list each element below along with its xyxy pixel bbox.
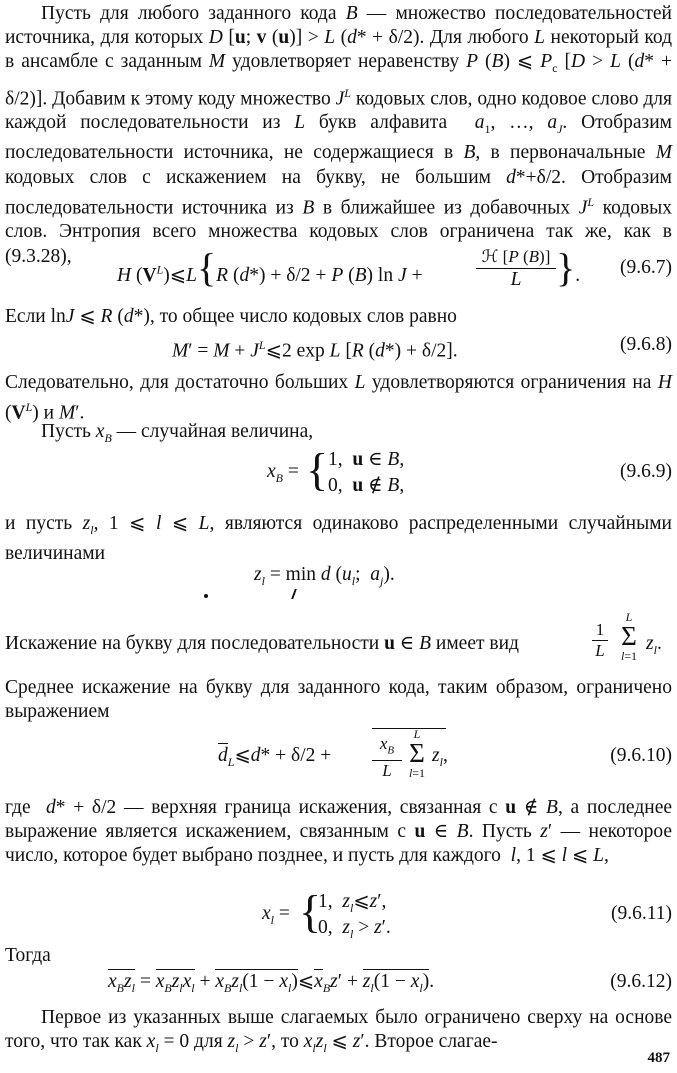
page-number: 487 [647, 1050, 670, 1066]
paragraph-7: Среднее искажение на букву для заданного кода, таким образом, ограничено выражением [5, 677, 672, 723]
fraction-one-over-l: $\frac{1}{L}$ [592, 620, 608, 661]
equation-number: (9.6.8) [620, 334, 672, 355]
paragraph-2: Если lnJ ⩽ R (d*), то общее число кодовых слов равно [5, 306, 457, 327]
document-page: Пусть для любого заданного кода B — множество последовательностей источника, для которых D [u; v (u)] > L (d* + δ/2). Для любого L некоторый код в ансамбле с заданным M удовлетворяет неравенству P (B) ⩽ $P_c$ [D > L (d* + δ/2)]. Добавим к этому коду множество $J^L$ кодовых слов, одно кодовое слово для каждой последовательности из L букв алфавита $a_1$, …, $a_J$. Отобразим последовательности источника, не содержащиеся в B, в первоначальные M кодовых слов с искажением на букву, не большим d*+δ/2. Отобразим последовательности источника из B в ближайшее из добавочных $J^L$ кодовых слов. Энтропия всего множества кодовых слов ограничена так же, как в (9.3.28), H $(V^L)⩽L\{R$ (d*) + δ/2 + P (B) ln J + ℋ [P (B)] L }. (9.6.7) Если lnJ ⩽ R (d*), то общее число кодовых слов равно $M' = M + J^L⩽2$ exp L [R (d*) + δ/2]. (9.6.8) Следовательно, для достаточно больших L удовлетворяются ограничения на H $(V^L)$ и M′. Пусть $x_B$ — случайная величина, $x_B$ = { 1, u ∈ B, 0, u ∉ B, (9.6.9) и пусть $z_l$, 1 ⩽ l ⩽ L, являются одинаково распределенными случайными величинами $z_l = \min d$ ($u_l$; $a_j$). Искажение на букву для последовательности u ∈ B имеет вид $\frac{1}{L}$ L Σ l=1 $z_l$. Среднее искажение на букву для заданного кода, таким образом, ограничено выражением $d_L⩽d* + \delta/2$ + $\frac{x_B}{L}$ L Σ l=1 $z_l$, (9.6.10) где d* + δ/2 — верхняя граница искажения, связанная с u ∉ B, а последнее выражение является искажением, связанным с u ∈ B. Пусть z′ — некоторое число, которое будет выбрано позднее, и пусть для каждого l, 1 ⩽ l ⩽ L, $x_l$ = { 1, $z_l⩽z'$, 0, $z_l > z'$. (9.6.11) Тогда $x_Bz_l = x_Bz_lx_l + x_Bz_l(1$ − $x_l)⩽x_Bz' + z_l(1 - x_l)$. (9.6.12) Первое из указанных выше слагаемых было ограничено сверху на основе того, что так как $x_l = 0$ для $z_l > z'$, то $x_lz_l$ ⩽ z′. Второе слагае- 487 [0, 0, 677, 1073]
equation-number: (9.6.12) [610, 971, 672, 992]
paragraph-8: где d* + δ/2 — верхняя граница искажения, связанная с u ∉ B, а последнее выражение является искажением, связанным с u ∈ B. Пусть z′ — некоторое число, которое будет выбрано позднее, и пусть для каждого l, 1 ⩽ l ⩽ L, [5, 797, 673, 867]
equation-9-6-12: $x_Bz_l = x_Bz_lx_l + x_Bz_l(1$ − $x_l)⩽x_Bz' + z_l(1 - x_l)$. (9.6.12) [108, 971, 672, 995]
equation-9-6-8 [0, 333, 677, 363]
speck [204, 594, 208, 598]
left-brace: { [306, 444, 329, 495]
equation-number: (9.6.9) [620, 461, 672, 482]
sum-symbol: L Σ l=1 [620, 610, 638, 663]
paragraph-10: Первое из указанных выше слагаемых было ограничено сверху на основе того, что так как $x_l = 0$ для $z_l > z'$, то $x_lz_l$ ⩽ z′. Второе слагае- [5, 1007, 672, 1056]
paragraph-9: Тогда [5, 945, 51, 966]
equation-number: (9.6.7) [620, 257, 672, 278]
paragraph-3: Следовательно, для достаточно больших L удовлетворяются ограничения на H $(V^L)$ и M′. [5, 372, 672, 424]
sum-symbol: L Σ l=1 [408, 727, 426, 780]
equation-9-6-8-body: $M' = M + J^L⩽2$ exp L [R (d*) + δ/2]. [172, 338, 458, 362]
equation-9-6-10: $d_L⩽d* + \delta/2$ + $\frac{x_B}{L}$ L Σ l=1 $z_l$, (9.6.10) [218, 727, 672, 781]
equation-9-6-7: H $(V^L)⩽L\{R$ (d*) + δ/2 + P (B) ln J + ℋ [P (B)] L }. (9.6.7) [117, 245, 672, 290]
equation-number: (9.6.11) [610, 903, 672, 924]
equation-9-6-9: $x_B$ = { 1, u ∈ B, 0, u ∉ B, (9.6.9) [267, 444, 672, 496]
paragraph-5: и пусть $z_l$, 1 ⩽ l ⩽ L, являются одинаково распределенными случайными величинами [5, 513, 672, 565]
equation-9-6-11: $x_l$ = { 1, $z_l⩽z'$, 0, $z_l > z'$. (9.6.11) [262, 886, 672, 941]
fraction-entropy: ℋ [P (B)] L [476, 246, 556, 291]
paragraph-4: Пусть $x_B$ — случайная величина, [41, 421, 314, 445]
paragraph-1: Пусть для любого заданного кода B — множество последовательностей источника, для которых D [u; v (u)] > L (d* + δ/2). Для любого L некоторый код в ансамбле с заданным M удовлетворяет неравенству P (B) ⩽ $P_c$ [D > L (d* + δ/2)]. Добавим к этому коду множество $J^L$ кодовых слов, одно кодовое слово для каждой последовательности из L букв алфавита $a_1$, …, $a_J$. Отобразим последовательности источника, не содержащиеся в B, в первоначальные M кодовых слов с искажением на букву, не большим d*+δ/2. Отобразим последовательности источника из B в ближайшее из добавочных $J^L$ кодовых слов. Энтропия всего множества кодовых слов ограничена так же, как в (9.3.28), [5, 3, 673, 267]
left-brace: { [299, 886, 322, 937]
equation-z-min: $z_l = \min d$ ($u_l$; $a_j$). [254, 564, 395, 588]
fraction-xb-over-l: $\frac{x_B}{L}$ [372, 734, 402, 781]
paragraph-6: Искажение на букву для последовательности u ∈ B имеет вид [5, 633, 519, 654]
equation-9-6-7-body: H $(V^L)⩽L\{R$ (d*) + δ/2 + P (B) ln J + [117, 245, 423, 290]
equation-number: (9.6.10) [610, 745, 672, 766]
